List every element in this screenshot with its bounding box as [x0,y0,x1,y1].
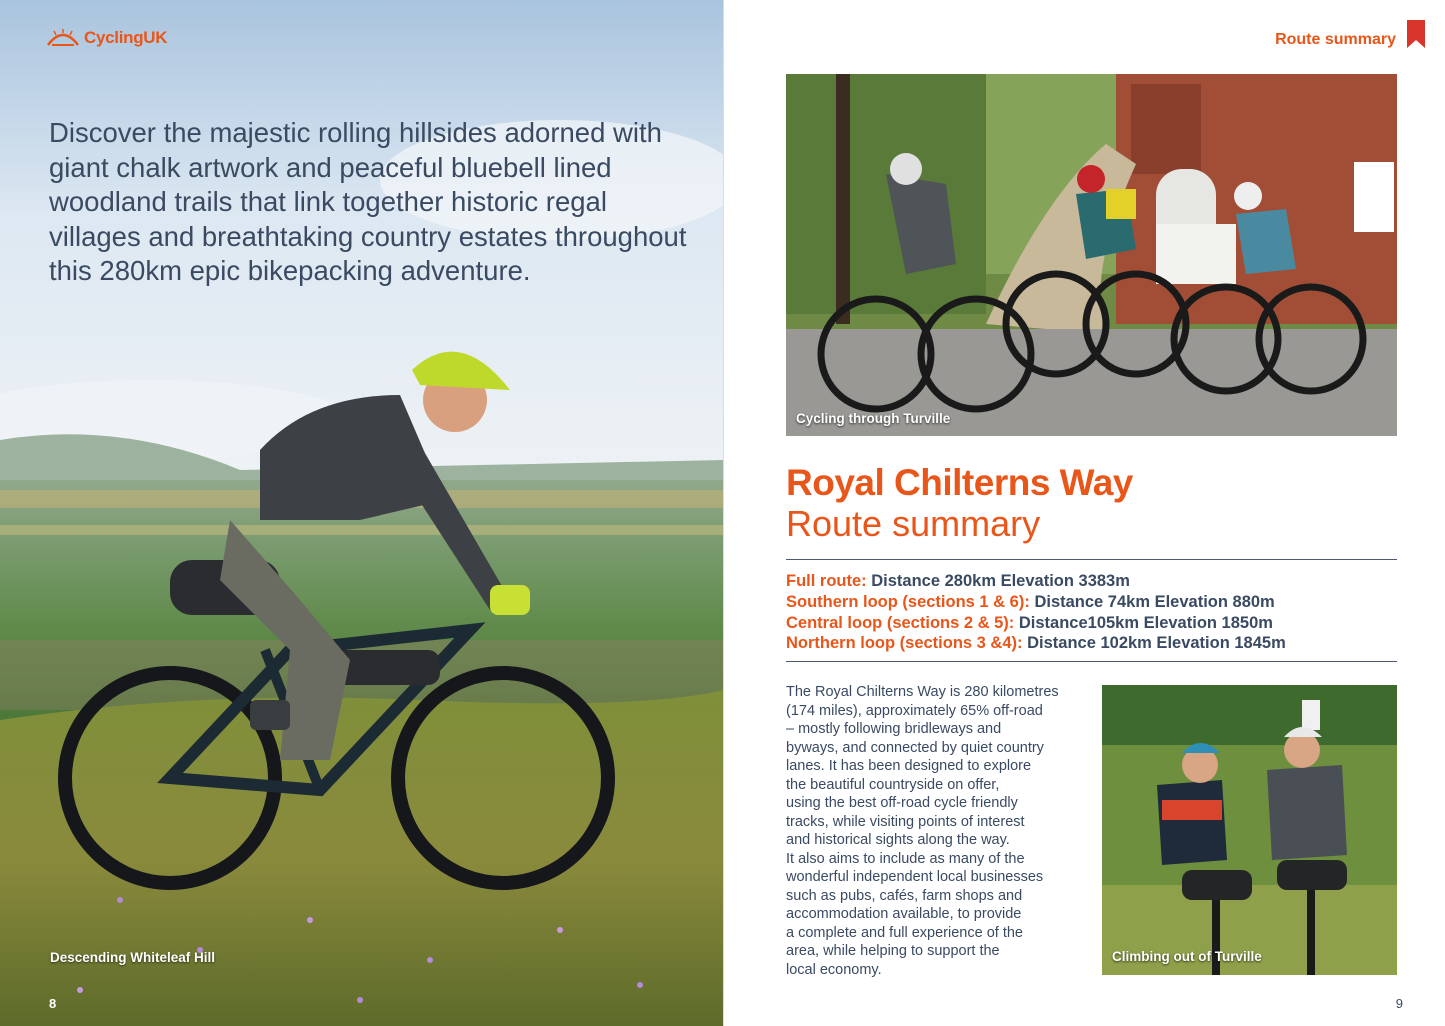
photo-caption-whiteleaf: Descending Whiteleaf Hill [50,950,216,965]
cycling-uk-logo[interactable] [46,28,167,48]
route-stats [786,571,1406,654]
body-line: area, while helping to support the [786,943,1000,959]
stat-northern-loop [786,633,1406,654]
page-number-left: 8 [49,996,57,1011]
turville-cyclists-photo [786,74,1397,436]
right-page [724,0,1445,1026]
section-header: Route summary [1275,31,1396,48]
stats-top-divider [786,559,1397,560]
sun-logo-icon [46,29,80,47]
body-line: – mostly following bridleways and [786,721,1002,737]
body-line: a complete and full experience of the [786,924,1023,941]
stat-label: Northern loop (sections 3 &4): [786,634,1028,653]
stat-label: Full route: [786,572,872,590]
body-line: accommodation available, to provide [786,906,1022,922]
stat-value: Distance 280km Elevation 3383m [871,572,1130,590]
body-line: the beautiful countryside on offer, [786,776,1000,793]
stat-label: Central loop (sections 2 & 5): [786,613,1019,632]
village-road-scene [786,74,1397,436]
stat-value: Distance 74km Elevation 880m [1034,592,1275,611]
stat-label: Southern loop (sections 1 & 6): [786,592,1035,611]
body-line: The Royal Chilterns Way is 280 kilometres [786,684,1059,700]
stat-value: Distance105km Elevation 1850m [1018,613,1273,632]
bookmark-icon[interactable] [1407,20,1425,48]
route-title: Royal Chilterns Way [786,462,1133,503]
climbing-turville-photo [1102,685,1397,975]
body-line: (174 miles), approximately 65% off-road [786,702,1043,719]
route-subtitle: Route summary [786,503,1041,544]
intro-paragraph: Discover the majestic rolling hillsides adorned with giant chalk artwork and peaceful bluebell lined woodland trails that link together historic regal villages and breathtaking country estates throughout this 280km epic bikepacking adventure. [49,117,687,286]
body-line: lanes. It has been designed to explore [786,758,1032,774]
body-line: tracks, while visiting points of interest [786,813,1025,830]
logo-text: CyclingUK [84,28,168,47]
photo-caption-turville: Cycling through Turville [796,411,951,426]
stats-bottom-divider [786,661,1397,662]
body-line: such as pubs, cafés, farm shops and [786,887,1023,904]
two-riders-scene [1102,685,1397,975]
stat-value: Distance 102km Elevation 1845m [1027,634,1286,653]
body-line: It also aims to include as many of the [786,850,1025,867]
body-line: using the best off-road cycle friendly [786,795,1018,811]
body-line: wonderful independent local businesses [786,869,1044,885]
stat-central-loop [786,613,1406,634]
stat-full-route [786,571,1406,592]
body-line: byways, and connected by quiet country [786,739,1044,756]
photo-caption-climbing: Climbing out of Turville [1112,949,1262,964]
route-description [786,683,1086,979]
page-number-right: 9 [1395,996,1403,1011]
body-line: and historical sights along the way. [786,832,1010,848]
stat-southern-loop [786,592,1406,613]
body-line: local economy. [786,961,882,978]
